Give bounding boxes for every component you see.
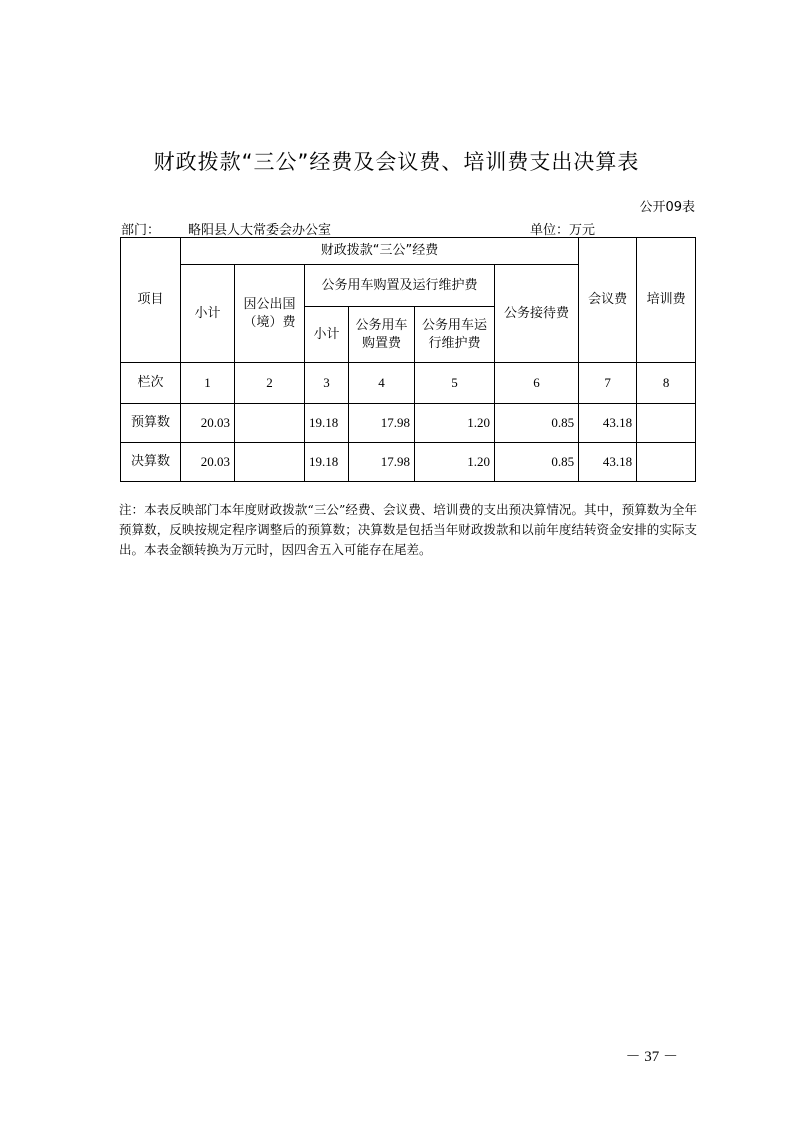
row-label: 预算数 — [121, 404, 181, 443]
expenditure-table — [120, 237, 696, 482]
department-name: 略阳县人大常委会办公室 — [188, 223, 332, 238]
column-index: 2 — [235, 363, 305, 404]
cell-reception: 0.85 — [495, 404, 579, 443]
header-meeting: 会议费 — [579, 238, 637, 363]
cell-vehicle-purchase: 17.98 — [349, 443, 415, 482]
header-reception: 公务接待费 — [495, 265, 579, 363]
header-row-1 — [121, 238, 696, 265]
cell-training — [637, 443, 696, 482]
column-index: 3 — [305, 363, 349, 404]
row-label: 决算数 — [121, 443, 181, 482]
header-sangong-group: 财政拨款“三公”经费 — [181, 238, 579, 265]
cell-reception: 0.85 — [495, 443, 579, 482]
page-title: 财政拨款“三公”经费及会议费、培训费支出决算表 — [153, 150, 640, 174]
header-training: 培训费 — [637, 238, 696, 363]
cell-vehicle-subtotal: 19.18 — [305, 404, 349, 443]
cell-vehicle-subtotal: 19.18 — [305, 443, 349, 482]
table-row — [121, 443, 696, 482]
cell-vehicle-maintenance: 1.20 — [415, 404, 495, 443]
cell-abroad — [235, 404, 305, 443]
cell-vehicle-maintenance: 1.20 — [415, 443, 495, 482]
header-subtotal: 小计 — [181, 265, 235, 363]
column-index: 1 — [181, 363, 235, 404]
cell-vehicle-purchase: 17.98 — [349, 404, 415, 443]
column-index: 8 — [637, 363, 696, 404]
table-row — [121, 404, 696, 443]
unit-label: 单位：万元 — [530, 223, 596, 238]
header-vehicle-maintenance: 公务用车运行维护费 — [415, 307, 495, 363]
header-vehicle-group: 公务用车购置及运行维护费 — [305, 265, 495, 307]
cell-meeting: 43.18 — [579, 404, 637, 443]
header-vehicle-subtotal: 小计 — [305, 307, 349, 363]
cell-training — [637, 404, 696, 443]
column-index: 6 — [495, 363, 579, 404]
header-item: 项目 — [121, 238, 181, 363]
department-label: 部门： — [121, 223, 161, 238]
footnote: 注：本表反映部门本年度财政拨款“三公”经费、会议费、培训费的支出预决算情况。其中，预算数为全年预算数，反映按规定程序调整后的预算数；决算数是包括当年财政拨款和以前年度结转资金安排的实际支出。本表金额转换为万元时，因四舍五入可能存在尾差。 — [119, 502, 697, 557]
column-index-label: 栏次 — [121, 363, 181, 404]
column-index: 7 — [579, 363, 637, 404]
column-index: 4 — [349, 363, 415, 404]
header-abroad: 因公出国（境）费 — [235, 265, 305, 363]
cell-meeting: 43.18 — [579, 443, 637, 482]
form-number: 公开09表 — [639, 200, 695, 215]
column-index: 5 — [415, 363, 495, 404]
column-index-row — [121, 363, 696, 404]
page-number: － 37 － — [625, 1049, 678, 1065]
cell-subtotal: 20.03 — [181, 404, 235, 443]
header-vehicle-purchase: 公务用车购置费 — [349, 307, 415, 363]
cell-subtotal: 20.03 — [181, 443, 235, 482]
cell-abroad — [235, 443, 305, 482]
